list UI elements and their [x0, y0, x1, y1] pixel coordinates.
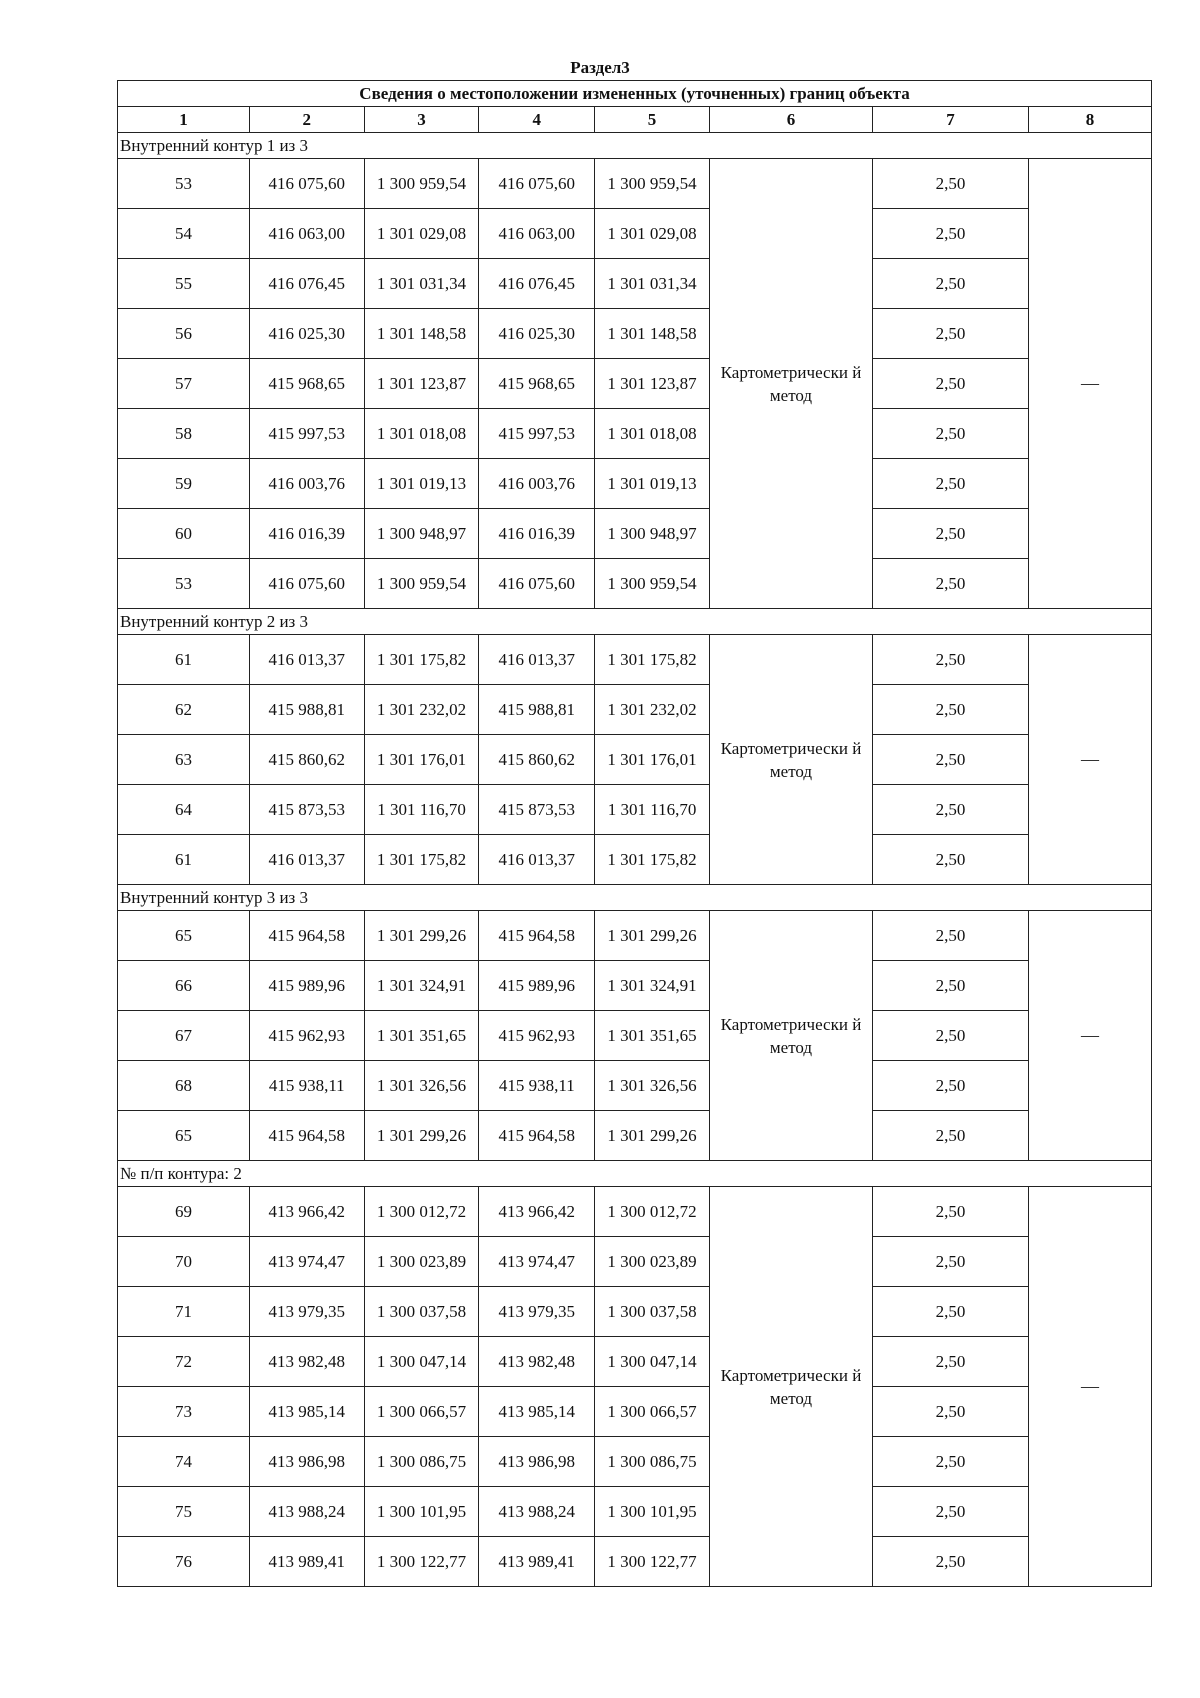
x-refined-cell: 413 966,42 [479, 1187, 595, 1237]
column-number: 5 [595, 107, 710, 133]
y-refined-cell: 1 301 019,13 [595, 459, 710, 509]
y-refined-cell: 1 300 948,97 [595, 509, 710, 559]
y-refined-cell: 1 300 012,72 [595, 1187, 710, 1237]
x-refined-cell: 415 988,81 [479, 685, 595, 735]
x-existing-cell: 415 968,65 [249, 359, 364, 409]
x-refined-cell: 413 989,41 [479, 1537, 595, 1587]
x-existing-cell: 416 016,39 [249, 509, 364, 559]
y-existing-cell: 1 300 037,58 [364, 1287, 479, 1337]
y-existing-cell: 1 300 959,54 [364, 559, 479, 609]
accuracy-cell: 2,50 [873, 735, 1029, 785]
point-number-cell: 59 [118, 459, 250, 509]
accuracy-cell: 2,50 [873, 359, 1029, 409]
table-row [118, 1537, 1152, 1587]
contour-group-label: Внутренний контур 1 из 3 [118, 133, 1152, 159]
table-row [118, 635, 1152, 685]
table-row [118, 735, 1152, 785]
x-existing-cell: 416 013,37 [249, 835, 364, 885]
x-refined-cell: 416 016,39 [479, 509, 595, 559]
table-row [118, 259, 1152, 309]
accuracy-cell: 2,50 [873, 309, 1029, 359]
point-number-cell: 68 [118, 1061, 250, 1111]
y-refined-cell: 1 301 031,34 [595, 259, 710, 309]
x-refined-cell: 416 075,60 [479, 559, 595, 609]
y-existing-cell: 1 300 959,54 [364, 159, 479, 209]
x-refined-cell: 413 985,14 [479, 1387, 595, 1437]
y-refined-cell: 1 301 018,08 [595, 409, 710, 459]
point-number-cell: 61 [118, 835, 250, 885]
column-number: 4 [479, 107, 595, 133]
x-refined-cell: 413 986,98 [479, 1437, 595, 1487]
accuracy-cell: 2,50 [873, 1287, 1029, 1337]
y-existing-cell: 1 301 176,01 [364, 735, 479, 785]
x-existing-cell: 413 966,42 [249, 1187, 364, 1237]
x-existing-cell: 416 076,45 [249, 259, 364, 309]
x-refined-cell: 415 964,58 [479, 911, 595, 961]
table-row [118, 911, 1152, 961]
point-number-cell: 66 [118, 961, 250, 1011]
x-refined-cell: 415 873,53 [479, 785, 595, 835]
column-number: 7 [873, 107, 1029, 133]
x-existing-cell: 413 974,47 [249, 1237, 364, 1287]
contour-group-label: Внутренний контур 3 из 3 [118, 885, 1152, 911]
accuracy-cell: 2,50 [873, 1011, 1029, 1061]
accuracy-cell: 2,50 [873, 835, 1029, 885]
point-number-cell: 70 [118, 1237, 250, 1287]
point-number-cell: 65 [118, 1111, 250, 1161]
x-refined-cell: 413 982,48 [479, 1337, 595, 1387]
point-number-cell: 74 [118, 1437, 250, 1487]
table-caption-row [118, 81, 1152, 107]
accuracy-cell: 2,50 [873, 209, 1029, 259]
y-refined-cell: 1 301 299,26 [595, 1111, 710, 1161]
accuracy-cell: 2,50 [873, 1537, 1029, 1587]
accuracy-cell: 2,50 [873, 559, 1029, 609]
table-row [118, 785, 1152, 835]
column-number: 8 [1029, 107, 1152, 133]
accuracy-cell: 2,50 [873, 1337, 1029, 1387]
point-number-cell: 57 [118, 359, 250, 409]
y-refined-cell: 1 301 232,02 [595, 685, 710, 735]
y-existing-cell: 1 300 012,72 [364, 1187, 479, 1237]
x-refined-cell: 415 962,93 [479, 1011, 595, 1061]
accuracy-cell: 2,50 [873, 259, 1029, 309]
point-number-cell: 58 [118, 409, 250, 459]
table-row [118, 159, 1152, 209]
x-existing-cell: 413 988,24 [249, 1487, 364, 1537]
table-row [118, 685, 1152, 735]
x-existing-cell: 416 075,60 [249, 159, 364, 209]
method-cell: Картометрически й метод [709, 635, 872, 885]
table-row [118, 1437, 1152, 1487]
point-number-cell: 67 [118, 1011, 250, 1061]
column-number: 1 [118, 107, 250, 133]
table-row [118, 1011, 1152, 1061]
table-row [118, 835, 1152, 885]
table-row [118, 409, 1152, 459]
y-refined-cell: 1 301 351,65 [595, 1011, 710, 1061]
method-cell: Картометрически й метод [709, 911, 872, 1161]
x-refined-cell: 415 989,96 [479, 961, 595, 1011]
accuracy-cell: 2,50 [873, 409, 1029, 459]
x-refined-cell: 413 979,35 [479, 1287, 595, 1337]
accuracy-cell: 2,50 [873, 1437, 1029, 1487]
x-refined-cell: 415 968,65 [479, 359, 595, 409]
contour-group-row [118, 133, 1152, 159]
x-refined-cell: 415 997,53 [479, 409, 595, 459]
point-number-cell: 53 [118, 559, 250, 609]
table-row [118, 1337, 1152, 1387]
table-row [118, 459, 1152, 509]
y-refined-cell: 1 301 299,26 [595, 911, 710, 961]
column-number-row [118, 107, 1152, 133]
point-number-cell: 63 [118, 735, 250, 785]
accuracy-cell: 2,50 [873, 1387, 1029, 1437]
x-existing-cell: 415 988,81 [249, 685, 364, 735]
table-row [118, 1061, 1152, 1111]
contour-group-label: Внутренний контур 2 из 3 [118, 609, 1152, 635]
x-existing-cell: 415 873,53 [249, 785, 364, 835]
contour-group-row [118, 1161, 1152, 1187]
column-number: 3 [364, 107, 479, 133]
table-row [118, 1287, 1152, 1337]
x-existing-cell: 415 938,11 [249, 1061, 364, 1111]
y-existing-cell: 1 301 351,65 [364, 1011, 479, 1061]
column-number: 2 [249, 107, 364, 133]
y-existing-cell: 1 301 175,82 [364, 835, 479, 885]
y-refined-cell: 1 300 047,14 [595, 1337, 710, 1387]
point-number-cell: 54 [118, 209, 250, 259]
accuracy-cell: 2,50 [873, 1487, 1029, 1537]
table-row [118, 1111, 1152, 1161]
accuracy-cell: 2,50 [873, 911, 1029, 961]
x-refined-cell: 416 063,00 [479, 209, 595, 259]
x-refined-cell: 416 075,60 [479, 159, 595, 209]
table-row [118, 1187, 1152, 1237]
x-refined-cell: 416 003,76 [479, 459, 595, 509]
table-row [118, 309, 1152, 359]
note-cell: — [1029, 911, 1152, 1161]
x-refined-cell: 416 013,37 [479, 635, 595, 685]
x-existing-cell: 413 985,14 [249, 1387, 364, 1437]
accuracy-cell: 2,50 [873, 159, 1029, 209]
note-cell: — [1029, 635, 1152, 885]
accuracy-cell: 2,50 [873, 509, 1029, 559]
accuracy-cell: 2,50 [873, 1111, 1029, 1161]
accuracy-cell: 2,50 [873, 785, 1029, 835]
method-cell: Картометрически й метод [709, 1187, 872, 1587]
y-refined-cell: 1 301 175,82 [595, 635, 710, 685]
x-existing-cell: 416 063,00 [249, 209, 364, 259]
y-existing-cell: 1 301 326,56 [364, 1061, 479, 1111]
table-row [118, 1387, 1152, 1437]
contour-group-row [118, 609, 1152, 635]
method-cell: Картометрически й метод [709, 159, 872, 609]
y-existing-cell: 1 301 018,08 [364, 409, 479, 459]
x-existing-cell: 416 025,30 [249, 309, 364, 359]
table-row [118, 509, 1152, 559]
y-existing-cell: 1 300 066,57 [364, 1387, 479, 1437]
x-refined-cell: 415 964,58 [479, 1111, 595, 1161]
accuracy-cell: 2,50 [873, 1237, 1029, 1287]
y-refined-cell: 1 300 066,57 [595, 1387, 710, 1437]
y-refined-cell: 1 300 101,95 [595, 1487, 710, 1537]
table-row [118, 559, 1152, 609]
y-existing-cell: 1 300 948,97 [364, 509, 479, 559]
boundary-coordinates-table [117, 80, 1152, 1587]
accuracy-cell: 2,50 [873, 1061, 1029, 1111]
table-caption: Сведения о местоположении измененных (уточненных) границ объекта [118, 81, 1152, 107]
x-existing-cell: 416 003,76 [249, 459, 364, 509]
x-existing-cell: 416 075,60 [249, 559, 364, 609]
accuracy-cell: 2,50 [873, 635, 1029, 685]
table-row [118, 1237, 1152, 1287]
accuracy-cell: 2,50 [873, 459, 1029, 509]
y-existing-cell: 1 300 047,14 [364, 1337, 479, 1387]
x-existing-cell: 413 989,41 [249, 1537, 364, 1587]
y-existing-cell: 1 301 324,91 [364, 961, 479, 1011]
table-row [118, 209, 1152, 259]
x-existing-cell: 413 986,98 [249, 1437, 364, 1487]
y-existing-cell: 1 301 148,58 [364, 309, 479, 359]
x-existing-cell: 415 989,96 [249, 961, 364, 1011]
y-existing-cell: 1 301 029,08 [364, 209, 479, 259]
x-refined-cell: 416 025,30 [479, 309, 595, 359]
note-cell: — [1029, 159, 1152, 609]
point-number-cell: 64 [118, 785, 250, 835]
table-row [118, 961, 1152, 1011]
y-refined-cell: 1 301 116,70 [595, 785, 710, 835]
y-refined-cell: 1 300 959,54 [595, 559, 710, 609]
contour-group-row [118, 885, 1152, 911]
point-number-cell: 69 [118, 1187, 250, 1237]
y-existing-cell: 1 301 031,34 [364, 259, 479, 309]
point-number-cell: 76 [118, 1537, 250, 1587]
y-existing-cell: 1 300 086,75 [364, 1437, 479, 1487]
table-row [118, 359, 1152, 409]
y-refined-cell: 1 301 175,82 [595, 835, 710, 885]
y-refined-cell: 1 300 023,89 [595, 1237, 710, 1287]
point-number-cell: 75 [118, 1487, 250, 1537]
point-number-cell: 53 [118, 159, 250, 209]
y-existing-cell: 1 301 232,02 [364, 685, 479, 735]
point-number-cell: 60 [118, 509, 250, 559]
x-existing-cell: 415 964,58 [249, 911, 364, 961]
x-refined-cell: 416 013,37 [479, 835, 595, 885]
y-refined-cell: 1 301 029,08 [595, 209, 710, 259]
x-existing-cell: 415 997,53 [249, 409, 364, 459]
y-existing-cell: 1 300 122,77 [364, 1537, 479, 1587]
x-existing-cell: 415 964,58 [249, 1111, 364, 1161]
table-row [118, 1487, 1152, 1537]
x-existing-cell: 415 860,62 [249, 735, 364, 785]
y-refined-cell: 1 301 123,87 [595, 359, 710, 409]
x-refined-cell: 415 938,11 [479, 1061, 595, 1111]
x-existing-cell: 416 013,37 [249, 635, 364, 685]
y-existing-cell: 1 301 175,82 [364, 635, 479, 685]
y-existing-cell: 1 300 101,95 [364, 1487, 479, 1537]
point-number-cell: 65 [118, 911, 250, 961]
point-number-cell: 62 [118, 685, 250, 735]
section-title: Раздел3 [570, 58, 630, 77]
y-refined-cell: 1 301 148,58 [595, 309, 710, 359]
x-refined-cell: 413 988,24 [479, 1487, 595, 1537]
note-cell: — [1029, 1187, 1152, 1587]
x-refined-cell: 415 860,62 [479, 735, 595, 785]
y-existing-cell: 1 301 123,87 [364, 359, 479, 409]
y-refined-cell: 1 301 326,56 [595, 1061, 710, 1111]
x-refined-cell: 416 076,45 [479, 259, 595, 309]
y-existing-cell: 1 301 116,70 [364, 785, 479, 835]
accuracy-cell: 2,50 [873, 685, 1029, 735]
x-existing-cell: 413 979,35 [249, 1287, 364, 1337]
y-refined-cell: 1 301 176,01 [595, 735, 710, 785]
accuracy-cell: 2,50 [873, 1187, 1029, 1237]
column-number: 6 [709, 107, 872, 133]
x-existing-cell: 413 982,48 [249, 1337, 364, 1387]
x-refined-cell: 413 974,47 [479, 1237, 595, 1287]
point-number-cell: 71 [118, 1287, 250, 1337]
accuracy-cell: 2,50 [873, 961, 1029, 1011]
point-number-cell: 55 [118, 259, 250, 309]
y-existing-cell: 1 301 019,13 [364, 459, 479, 509]
y-refined-cell: 1 300 959,54 [595, 159, 710, 209]
y-refined-cell: 1 300 086,75 [595, 1437, 710, 1487]
point-number-cell: 61 [118, 635, 250, 685]
y-existing-cell: 1 300 023,89 [364, 1237, 479, 1287]
point-number-cell: 73 [118, 1387, 250, 1437]
y-existing-cell: 1 301 299,26 [364, 1111, 479, 1161]
x-existing-cell: 415 962,93 [249, 1011, 364, 1061]
y-refined-cell: 1 300 122,77 [595, 1537, 710, 1587]
contour-group-label: № п/п контура: 2 [118, 1161, 1152, 1187]
point-number-cell: 72 [118, 1337, 250, 1387]
y-refined-cell: 1 301 324,91 [595, 961, 710, 1011]
point-number-cell: 56 [118, 309, 250, 359]
y-existing-cell: 1 301 299,26 [364, 911, 479, 961]
y-refined-cell: 1 300 037,58 [595, 1287, 710, 1337]
